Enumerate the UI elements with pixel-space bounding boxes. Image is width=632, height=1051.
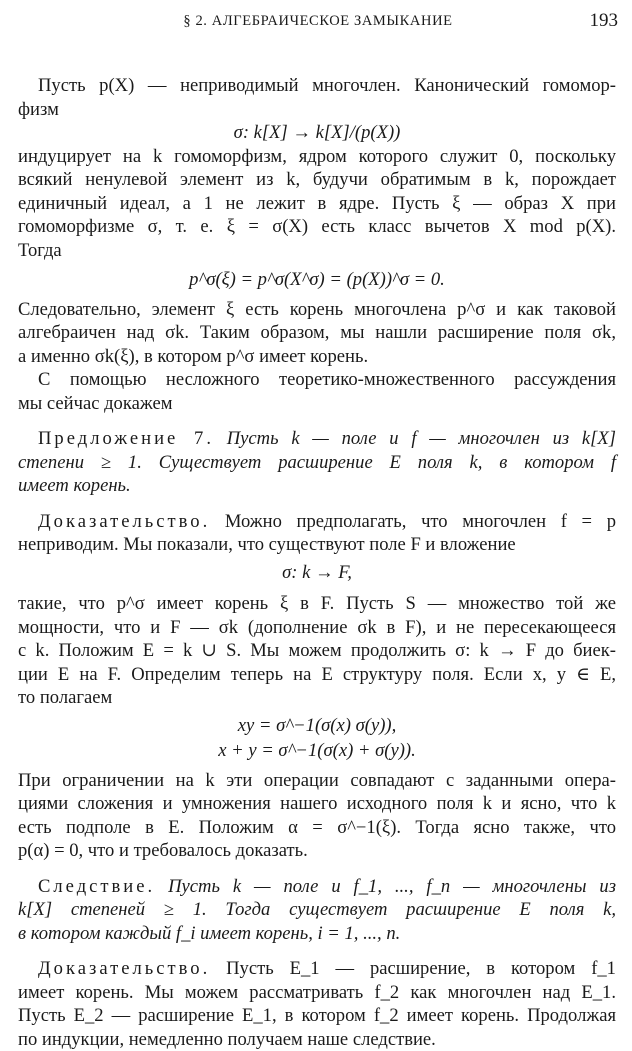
- text-line: такие, что p^σ имеет корень ξ в F. Пусть S — множество той же: [18, 592, 616, 616]
- text-line: Следовательно, элемент ξ есть корень многочлена p^σ и как таковой: [18, 298, 616, 322]
- proof-text: Пусть E_1 — расширение, в котором f_1: [226, 958, 616, 979]
- proposition-text: имеет корень.: [18, 475, 131, 496]
- proof-line: [18, 957, 616, 981]
- text-line: При ограничении на k эти операции совпадают с заданными опера-: [18, 769, 616, 793]
- proof-label: Доказательство.: [38, 511, 210, 532]
- corollary-text: k[X] степеней ≥ 1. Тогда существует расширение E поля k,: [18, 899, 616, 920]
- formula: x + y = σ^−1(σ(x) + σ(y)).: [18, 739, 616, 763]
- corollary-line: [18, 922, 616, 946]
- text-line: Тогда: [18, 239, 616, 263]
- text-line: циями сложения и умножения нашего исходного поля k и ясно, что k: [18, 792, 616, 816]
- text-line: имеет корень. Мы можем рассматривать f_2 как многочлен над E_1.: [18, 981, 616, 1005]
- proof-line: [18, 510, 616, 534]
- text-line: есть подполе в E. Положим α = σ^−1(ξ). Тогда ясно также, что: [18, 816, 616, 840]
- text-line: мощности, что и F — σk (дополнение σk в F), и не пересекающееся: [18, 616, 616, 640]
- main-text: [18, 74, 616, 1051]
- text-line: с k. Положим E = k ∪ S. Мы можем продолжить σ: k → F до биек-: [18, 639, 616, 663]
- text-line: Пусть p(X) — неприводимый многочлен. Канонический гомомор-: [18, 74, 616, 98]
- proof-text: Можно предполагать, что многочлен f = p: [225, 511, 616, 532]
- text-line: неприводим. Мы показали, что существуют поле F и вложение: [18, 533, 616, 557]
- proof-label: Доказательство.: [38, 958, 210, 979]
- proposition-text: степени ≥ 1. Существует расширение E поля k, в котором f: [18, 452, 616, 473]
- formula: σ: k → F,: [18, 561, 616, 585]
- text-line: то полагаем: [18, 686, 616, 710]
- page-number: 193: [590, 10, 619, 32]
- text-line: p(α) = 0, что и требовалось доказать.: [18, 839, 616, 863]
- text-line: алгебраичен над σk. Таким образом, мы нашли расширение поля σk,: [18, 321, 616, 345]
- text-line: физм: [18, 98, 616, 122]
- text-line: С помощью несложного теоретико-множественного рассуждения: [18, 368, 616, 392]
- text-line: по индукции, немедленно получаем наше следствие.: [18, 1028, 616, 1051]
- text-line: мы сейчас докажем: [18, 392, 616, 416]
- text-line: индуцирует на k гомоморфизм, ядром которого служит 0, поскольку: [18, 145, 616, 169]
- text-line: всякий ненулевой элемент из k, будучи обратимым в k, порождает: [18, 168, 616, 192]
- proposition-line: [18, 451, 616, 475]
- text-line: Пусть E_2 — расширение E_1, в котором f_2 имеет корень. Продолжая: [18, 1004, 616, 1028]
- text-line: единичный идеал, а 1 не лежит в ядре. Пусть ξ — образ X при: [18, 192, 616, 216]
- formula: xy = σ^−1(σ(x) σ(y)),: [18, 714, 616, 738]
- running-header: [18, 10, 618, 34]
- proposition-line: [18, 474, 616, 498]
- corollary-text: Пусть k — поле и f_1, ..., f_n — многочлены из: [168, 876, 616, 897]
- corollary-label: Следствие.: [38, 876, 155, 897]
- section-title: § 2. АЛГЕБРАИЧЕСКОЕ ЗАМЫКАНИЕ: [18, 13, 618, 30]
- corollary-line: [18, 875, 616, 899]
- proposition-line: [18, 427, 616, 451]
- proposition-label: Предложение 7.: [38, 428, 214, 449]
- formula: σ: k[X] → k[X]/(p(X)): [18, 121, 616, 145]
- formula: p^σ(ξ) = p^σ(X^σ) = (p(X))^σ = 0.: [18, 268, 616, 292]
- text-line: гомоморфизме σ, т. е. ξ = σ(X) есть класс вычетов X mod p(X).: [18, 215, 616, 239]
- corollary-line: [18, 898, 616, 922]
- text-line: ции E на F. Определим теперь на E структуру поля. Если x, y ∈ E,: [18, 663, 616, 687]
- proposition-text: Пусть k — поле и f — многочлен из k[X]: [227, 428, 616, 449]
- corollary-text: в котором каждый f_i имеет корень, i = 1, ..., n.: [18, 923, 400, 944]
- text-line: а именно σk(ξ), в котором p^σ имеет корень.: [18, 345, 616, 369]
